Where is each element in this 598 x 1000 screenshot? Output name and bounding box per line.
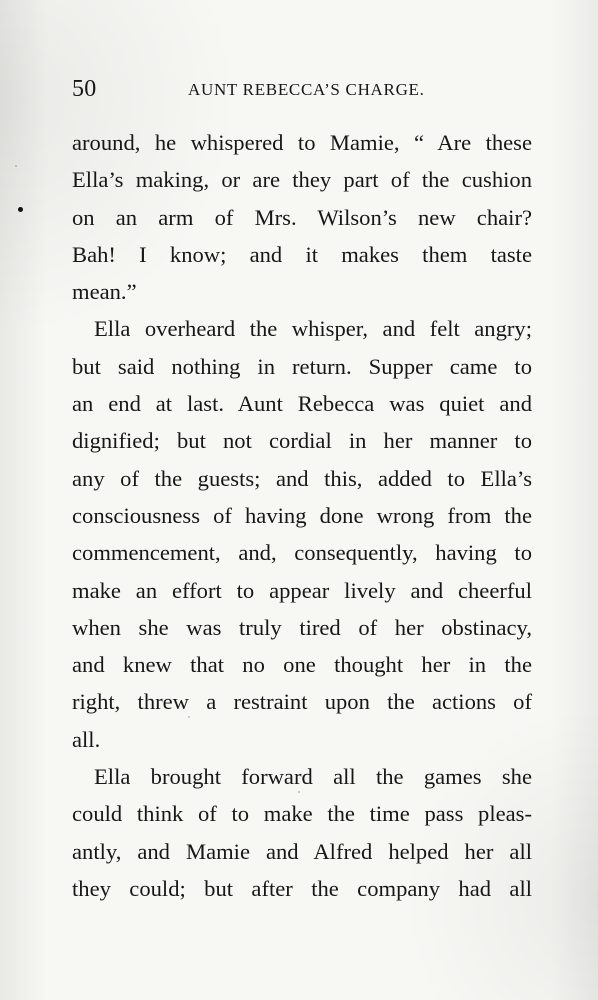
text-line: commencement, and, consequently, having to — [72, 540, 532, 566]
text-line: all. — [72, 726, 101, 752]
text-line: Bah! I know; and it makes them taste — [72, 241, 532, 267]
paper-speck — [15, 165, 17, 167]
text-line: they could; but after the company had all — [72, 875, 532, 901]
text-line: antly, and Mamie and Alfred helped her all — [72, 838, 532, 864]
text-line: but said nothing in return. Supper came to — [72, 353, 532, 379]
text-line: Ella’s making, or are they part of the cushion — [72, 167, 532, 193]
text-line: right, threw a restraint upon the actions of — [72, 689, 532, 715]
text-line: Ella brought forward all the games she — [94, 764, 532, 790]
text-line: make an effort to appear lively and cheerful — [72, 577, 532, 603]
text-line: could think of to make the time pass pleas- — [72, 801, 532, 827]
text-line: any of the guests; and this, added to Ella’s — [72, 465, 532, 491]
text-line: consciousness of having done wrong from the — [72, 502, 532, 528]
text-line: on an arm of Mrs. Wilson’s new chair? — [72, 204, 532, 230]
text-line: mean.” — [72, 279, 137, 305]
running-title: AUNT REBECCA’S CHARGE. — [188, 80, 425, 99]
page-number: 50 — [72, 76, 97, 102]
page-header — [0, 74, 598, 108]
text-line: an end at last. Aunt Rebecca was quiet and — [72, 391, 532, 417]
text-line: dignified; but not cordial in her manner to — [72, 428, 532, 454]
text-line: and knew that no one thought her in the — [72, 652, 532, 678]
margin-mark — [18, 207, 23, 212]
text-line: Ella overheard the whisper, and felt angry; — [94, 316, 532, 342]
text-line: around, he whispered to Mamie, “ Are these — [72, 130, 532, 155]
text-line: when she was truly tired of her obstinacy, — [72, 614, 532, 640]
body-text — [72, 124, 532, 907]
